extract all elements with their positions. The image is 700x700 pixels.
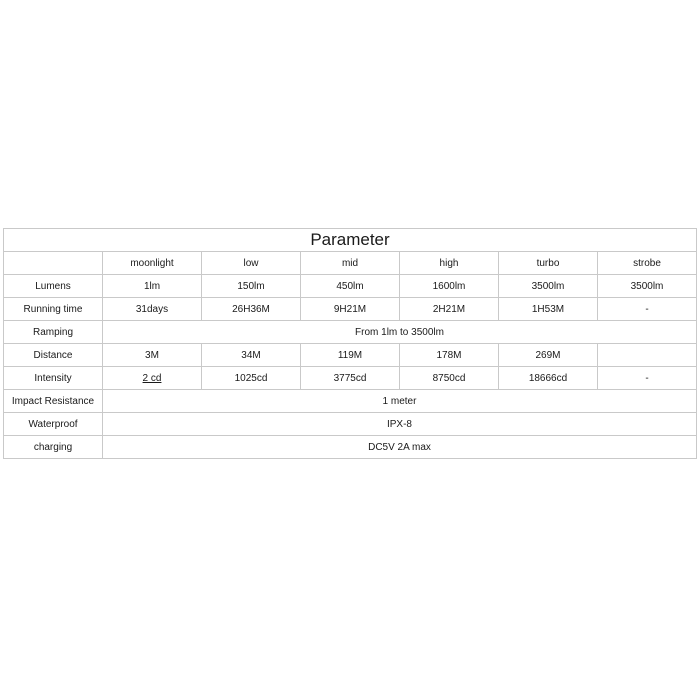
cell-intensity-strobe: - — [598, 367, 697, 390]
cell-lumens-mid: 450lm — [301, 275, 400, 298]
cell-distance-high: 178M — [400, 344, 499, 367]
cell-running-time-strobe: - — [598, 298, 697, 321]
table-row — [4, 275, 697, 298]
cell-impact-resistance-value: 1 meter — [103, 390, 697, 413]
cell-distance-moonlight: 3M — [103, 344, 202, 367]
cell-distance-mid: 119M — [301, 344, 400, 367]
cell-distance-low: 34M — [202, 344, 301, 367]
column-header-turbo: turbo — [499, 252, 598, 275]
cell-lumens-turbo: 3500lm — [499, 275, 598, 298]
table-row — [4, 321, 697, 344]
cell-intensity-high: 8750cd — [400, 367, 499, 390]
row-label-lumens: Lumens — [4, 275, 103, 298]
row-label-waterproof: Waterproof — [4, 413, 103, 436]
row-label-charging: charging — [4, 436, 103, 459]
cell-running-time-mid: 9H21M — [301, 298, 400, 321]
table-row — [4, 436, 697, 459]
cell-lumens-low: 150lm — [202, 275, 301, 298]
cell-waterproof-value: IPX-8 — [103, 413, 697, 436]
parameter-table-wrapper — [3, 228, 697, 459]
parameter-table — [3, 228, 697, 459]
table-row — [4, 344, 697, 367]
column-header-blank — [4, 252, 103, 275]
table-row — [4, 413, 697, 436]
column-header-strobe: strobe — [598, 252, 697, 275]
row-label-intensity: Intensity — [4, 367, 103, 390]
cell-lumens-moonlight: 1lm — [103, 275, 202, 298]
cell-intensity-mid: 3775cd — [301, 367, 400, 390]
cell-distance-turbo: 269M — [499, 344, 598, 367]
column-header-low: low — [202, 252, 301, 275]
table-title: Parameter — [4, 229, 697, 252]
cell-running-time-low: 26H36M — [202, 298, 301, 321]
cell-running-time-high: 2H21M — [400, 298, 499, 321]
cell-ramping-value: From 1lm to 3500lm — [103, 321, 697, 344]
cell-lumens-strobe: 3500lm — [598, 275, 697, 298]
cell-lumens-high: 1600lm — [400, 275, 499, 298]
cell-intensity-turbo: 18666cd — [499, 367, 598, 390]
cell-charging-value: DC5V 2A max — [103, 436, 697, 459]
cell-running-time-turbo: 1H53M — [499, 298, 598, 321]
column-header-mid: mid — [301, 252, 400, 275]
row-label-ramping: Ramping — [4, 321, 103, 344]
table-row — [4, 390, 697, 413]
column-header-high: high — [400, 252, 499, 275]
table-row — [4, 298, 697, 321]
row-label-distance: Distance — [4, 344, 103, 367]
table-header-row — [4, 252, 697, 275]
column-header-moonlight: moonlight — [103, 252, 202, 275]
cell-distance-strobe — [598, 344, 697, 367]
cell-running-time-moonlight: 31days — [103, 298, 202, 321]
table-title-row — [4, 229, 697, 252]
cell-intensity-moonlight: 2 cd — [103, 367, 202, 390]
cell-intensity-low: 1025cd — [202, 367, 301, 390]
row-label-running-time: Running time — [4, 298, 103, 321]
table-row — [4, 367, 697, 390]
row-label-impact-resistance: Impact Resistance — [4, 390, 103, 413]
